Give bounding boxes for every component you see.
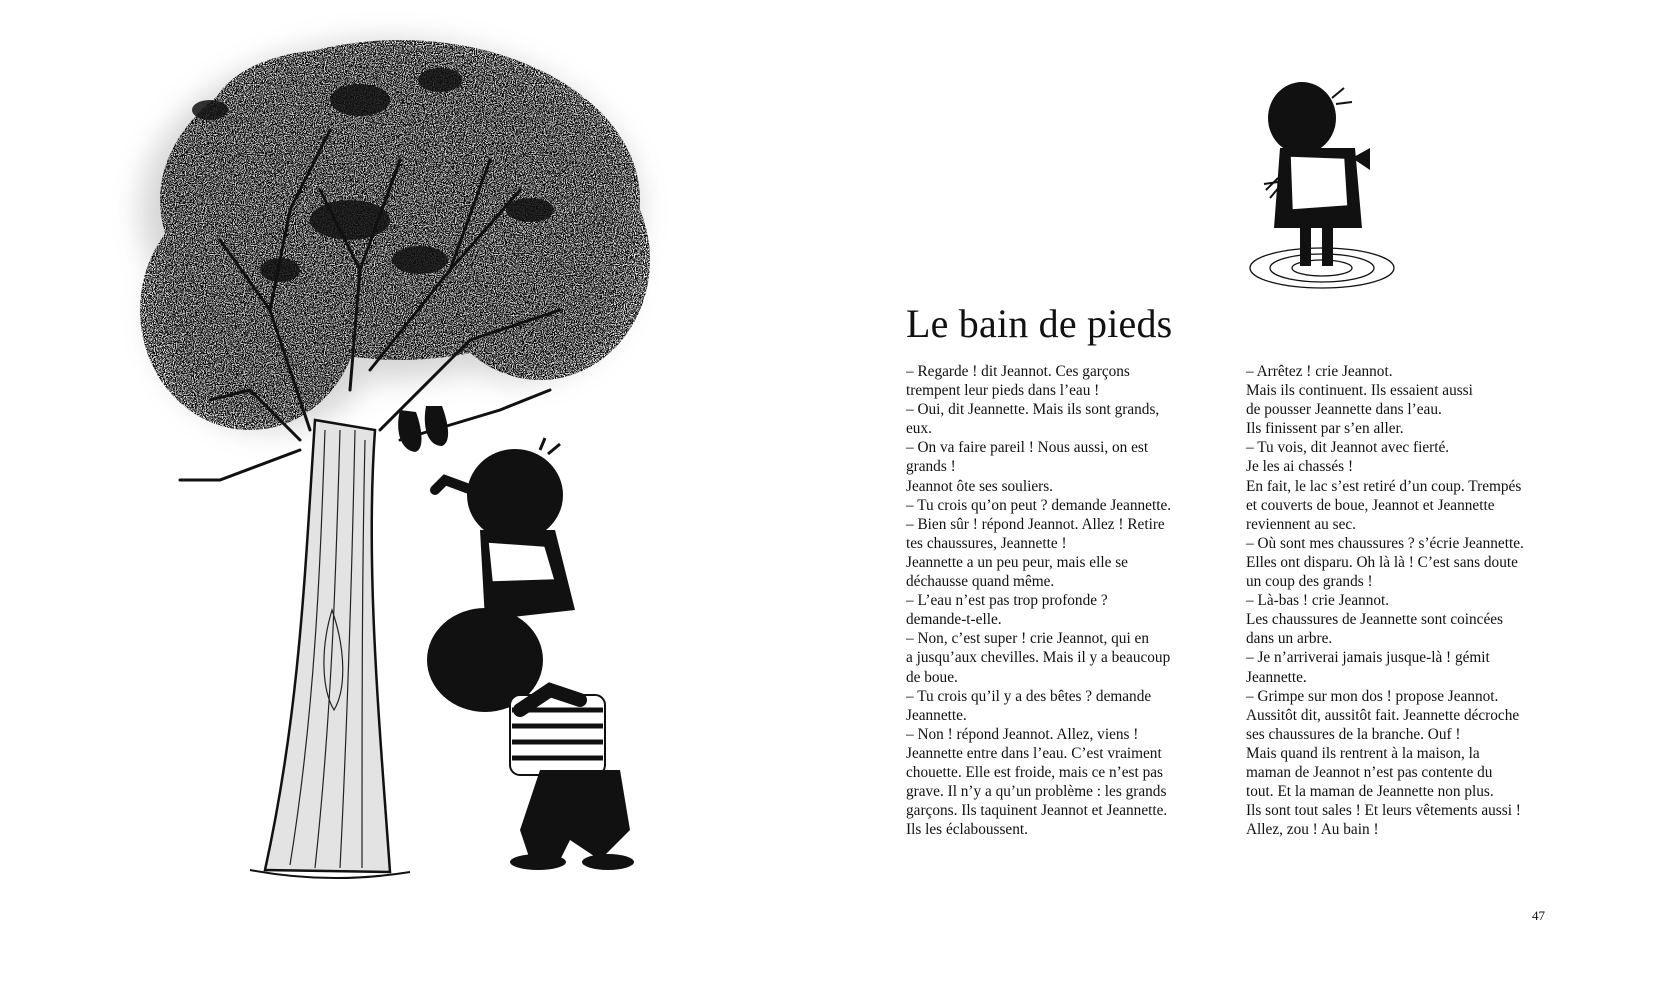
text-line: – L’eau n’est pas trop profonde ? xyxy=(906,592,1108,610)
text-line: de pousser Jeannette dans l’eau. xyxy=(1246,401,1442,419)
tree-illustration xyxy=(100,10,720,950)
page-number: 47 xyxy=(1532,908,1545,923)
text-line: Mais ils continuent. Ils essaient aussi xyxy=(1246,382,1473,400)
story-title: Le bain de pieds xyxy=(906,301,1173,346)
text-line: Ils sont tout sales ! Et leurs vêtements aussi ! xyxy=(1246,802,1521,820)
text-line: Allez, zou ! Au bain ! xyxy=(1246,821,1379,839)
text-line: Elles ont disparu. Oh là là ! C’est sans doute xyxy=(1246,553,1518,571)
text-line: – Grimpe sur mon dos ! propose Jeannot. xyxy=(1246,687,1499,705)
child-in-puddle-illustration xyxy=(1240,78,1400,293)
text-column-1 xyxy=(906,362,1224,839)
text-line: – Non, c’est super ! crie Jeannot, qui en xyxy=(906,630,1149,648)
text-line: grave. Il n’y a qu’un problème : les grands xyxy=(906,783,1167,801)
text-line: Jeannette. xyxy=(1246,668,1307,686)
text-line: Mais quand ils rentrent à la maison, la xyxy=(1246,744,1480,762)
text-line: Jeannette a un peu peur, mais elle se xyxy=(906,553,1128,571)
text-line: Aussitôt dit, aussitôt fait. Jeannette décroche xyxy=(1246,706,1520,724)
text-line: – Où sont mes chaussures ? s’écrie Jeannette. xyxy=(1246,534,1524,552)
text-line: tes chaussures, Jeannette ! xyxy=(906,534,1067,552)
text-line: déchausse quand même. xyxy=(906,573,1055,591)
children-climbing-illustration xyxy=(427,438,634,870)
text-line: – Bien sûr ! répond Jeannot. Allez ! Retire xyxy=(906,515,1165,533)
text-line: – Non ! répond Jeannot. Allez, viens ! xyxy=(906,725,1139,743)
text-line: chouette. Elle est froide, mais ce n’est pas xyxy=(906,763,1163,781)
tree-trunk xyxy=(250,420,410,878)
text-line: – Là-bas ! crie Jeannot. xyxy=(1246,592,1390,610)
text-line: un coup des grands ! xyxy=(1246,573,1373,591)
text-line: reviennent au sec. xyxy=(1246,515,1356,533)
text-column-2 xyxy=(1246,362,1576,839)
text-line: Jeannot ôte ses souliers. xyxy=(906,477,1053,495)
text-line: – Tu crois qu’il y a des bêtes ? demande xyxy=(906,687,1152,705)
text-line: En fait, le lac s’est retiré d’un coup. Trempés xyxy=(1246,477,1522,495)
text-line: Jeannette entre dans l’eau. C’est vraiment xyxy=(906,744,1162,762)
text-line: – Oui, dit Jeannette. Mais ils sont grands, xyxy=(906,401,1160,419)
text-line: Ils les éclaboussent. xyxy=(906,821,1028,839)
text-line: dans un arbre. xyxy=(1246,630,1333,648)
text-line: – Tu vois, dit Jeannot avec fierté. xyxy=(1246,439,1450,457)
text-line: eux. xyxy=(906,420,932,438)
text-line: – Tu crois qu’on peut ? demande Jeannette. xyxy=(906,496,1172,514)
text-line: demande-t-elle. xyxy=(906,611,1002,629)
text-line: Je les ai chassés ! xyxy=(1246,458,1354,476)
text-line: Ils finissent par s’en aller. xyxy=(1246,420,1404,438)
text-line: Jeannette. xyxy=(906,706,967,724)
text-line: garçons. Ils taquinent Jeannot et Jeannette. xyxy=(906,802,1168,820)
text-line: maman de Jeannot n’est pas contente du xyxy=(1246,763,1493,781)
text-line: a jusqu’aux chevilles. Mais il y a beaucoup xyxy=(906,649,1171,667)
text-line: – Arrêtez ! crie Jeannot. xyxy=(1246,363,1393,380)
shoes-on-branch-icon xyxy=(398,406,448,452)
text-line: – Regarde ! dit Jeannot. Ces garçons xyxy=(906,363,1130,380)
text-line: trempent leur pieds dans l’eau ! xyxy=(906,382,1100,400)
text-line: – On va faire pareil ! Nous aussi, on est xyxy=(906,439,1149,457)
text-line: – Je n’arriverai jamais jusque-là ! gémit xyxy=(1246,649,1490,667)
text-line: grands ! xyxy=(906,458,956,476)
text-line: Les chaussures de Jeannette sont coincées xyxy=(1246,611,1503,629)
text-line: tout. Et la maman de Jeannette non plus. xyxy=(1246,783,1494,801)
text-line: et couverts de boue, Jeannot et Jeannette xyxy=(1246,496,1495,514)
text-line: ses chaussures de la branche. Ouf ! xyxy=(1246,725,1461,743)
text-line: de boue. xyxy=(906,668,958,686)
